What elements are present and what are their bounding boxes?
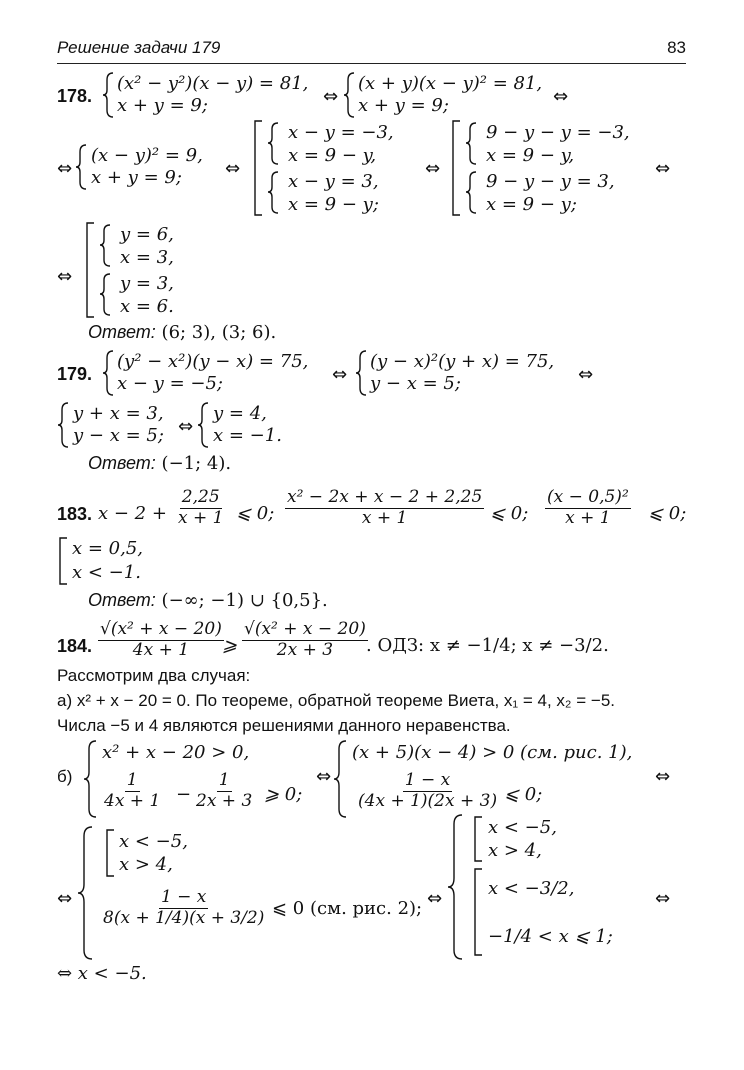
fraction bbox=[545, 488, 631, 528]
answer-value: (−1; 4). bbox=[161, 453, 232, 474]
equation-line: x > 4, bbox=[119, 854, 173, 875]
inequality-sign: ⩽ 0; bbox=[648, 503, 687, 524]
answer-value: (6; 3), (3; 6). bbox=[161, 322, 277, 343]
paragraph: а) x² + x − 20 = 0. По теореме, обратной теореме Виета, x₁ = 4, x₂ = −5. bbox=[57, 691, 615, 710]
paragraph: Числа −5 и 4 являются решениями данного неравенства. bbox=[57, 716, 511, 735]
equation-line: x + y = 9; bbox=[91, 167, 182, 188]
equation-line: 9 − y − y = −3, bbox=[486, 122, 630, 143]
denominator: 2x + 3 bbox=[196, 790, 253, 811]
answer-label: Ответ: bbox=[88, 453, 156, 473]
equation-line: x = 0,5, bbox=[72, 538, 144, 559]
system-brace bbox=[58, 402, 70, 448]
equation-line: x − y = −3, bbox=[288, 122, 394, 143]
header-rule bbox=[57, 63, 686, 64]
answer-label: Ответ: bbox=[88, 322, 156, 342]
equation-line: x = 9 − y, bbox=[486, 145, 575, 166]
equation-line: x = −1. bbox=[213, 425, 282, 446]
equivalence-arrow: ⇔ bbox=[57, 888, 73, 909]
fraction bbox=[176, 488, 225, 528]
inequality-sign: ⩽ 0; bbox=[504, 784, 543, 805]
problem-number: 183. bbox=[57, 504, 93, 524]
equation-line: x + y = 9; bbox=[358, 95, 449, 116]
numerator: (x − 0,5)² bbox=[547, 487, 629, 507]
numerator: √(x² + x − 20) bbox=[244, 619, 366, 639]
answer bbox=[88, 323, 276, 342]
problem-number: 179. bbox=[57, 364, 93, 384]
set-bracket bbox=[474, 868, 484, 956]
inequality-sign: ⩽ 0 (см. рис. 2); bbox=[272, 898, 423, 919]
set-bracket bbox=[474, 816, 484, 862]
fraction bbox=[242, 620, 368, 660]
system-brace bbox=[198, 402, 210, 448]
denominator: x + 1 bbox=[178, 507, 224, 528]
fraction bbox=[102, 771, 162, 811]
equation-line: x > 4, bbox=[488, 840, 542, 861]
equation-line: y = 3, bbox=[120, 273, 174, 294]
numerator: 1 bbox=[218, 770, 230, 790]
equivalence-arrow: ⇔ bbox=[57, 266, 73, 287]
numerator: 1 − x bbox=[160, 887, 207, 907]
equivalence-arrow: ⇔ bbox=[425, 158, 441, 179]
denominator: 4x + 1 bbox=[132, 639, 190, 660]
numerator: 1 bbox=[126, 770, 138, 790]
final-result: ⇔ x < −5. bbox=[57, 963, 147, 984]
answer bbox=[88, 591, 328, 610]
system-brace bbox=[103, 350, 115, 396]
set-bracket bbox=[59, 537, 69, 585]
system-brace bbox=[76, 144, 88, 190]
inequality-sign: ⩽ 0; bbox=[490, 503, 529, 524]
answer-label: Ответ: bbox=[88, 590, 156, 610]
running-header-title: Решение задачи 179 bbox=[57, 38, 221, 57]
equivalence-arrow: ⇔ bbox=[57, 158, 73, 179]
inequality-sign: ⩽ 0; bbox=[236, 503, 275, 524]
equation-line: (x² − y²)(x − y) = 81, bbox=[117, 73, 309, 94]
equivalence-arrow: ⇔ bbox=[655, 888, 671, 909]
equivalence-arrow: ⇔ bbox=[655, 766, 671, 787]
set-bracket bbox=[452, 120, 482, 216]
fraction bbox=[98, 620, 224, 660]
inequality-sign: ⩾ bbox=[222, 635, 238, 656]
denominator: 4x + 1 bbox=[104, 790, 161, 811]
denominator: x + 1 bbox=[565, 507, 611, 528]
equation-line: (y² − x²)(y − x) = 75, bbox=[117, 351, 309, 372]
equation-line: (y − x)²(y + x) = 75, bbox=[370, 351, 555, 372]
domain-condition: . ОДЗ: x ≠ −1/4; x ≠ −3/2. bbox=[366, 635, 609, 656]
denominator: (4x + 1)(2x + 3) bbox=[358, 790, 498, 811]
equation-line: y − x = 5; bbox=[370, 373, 461, 394]
equation-line: x < −5, bbox=[488, 817, 557, 838]
system-brace bbox=[344, 72, 356, 118]
numerator: √(x² + x − 20) bbox=[100, 619, 222, 639]
minus-sign: − bbox=[176, 784, 192, 805]
equation-line: (x − y)² = 9, bbox=[91, 145, 203, 166]
equation-line: y − x = 5; bbox=[73, 425, 164, 446]
equivalence-arrow: ⇔ bbox=[323, 86, 339, 107]
equation-line: y = 6, bbox=[120, 224, 174, 245]
equivalence-arrow: ⇔ bbox=[316, 766, 332, 787]
equation-line: y + x = 3, bbox=[73, 403, 164, 424]
equation-line: x − y = 3, bbox=[288, 171, 379, 192]
fraction bbox=[285, 488, 484, 528]
system-brace bbox=[103, 72, 115, 118]
equation-line: 9 − y − y = 3, bbox=[486, 171, 615, 192]
problem-number: 178. bbox=[57, 86, 93, 106]
fraction bbox=[194, 771, 254, 811]
equation-line: x < −1. bbox=[72, 562, 141, 583]
paragraph: Рассмотрим два случая: bbox=[57, 666, 251, 685]
system-brace bbox=[356, 350, 368, 396]
equation-line: x < −3/2, bbox=[488, 878, 575, 899]
equation-line: x − y = −5; bbox=[117, 373, 223, 394]
fraction bbox=[356, 771, 499, 811]
equivalence-arrow: ⇔ bbox=[225, 158, 241, 179]
equivalence-arrow: ⇔ bbox=[655, 158, 671, 179]
answer-value: (−∞; −1) ∪ {0,5}. bbox=[161, 590, 328, 611]
system-brace bbox=[334, 740, 348, 818]
equation-line: x² + x − 20 > 0, bbox=[102, 742, 250, 763]
problem-number: 184. bbox=[57, 636, 93, 656]
equation-line: (x + y)(x − y)² = 81, bbox=[358, 73, 543, 94]
numerator: x² − 2x + x − 2 + 2,25 bbox=[287, 487, 483, 507]
fraction bbox=[101, 888, 266, 928]
equivalence-arrow: ⇔ bbox=[578, 364, 594, 385]
inequality-sign: ⩾ 0; bbox=[264, 784, 303, 805]
equivalence-arrow: ⇔ bbox=[178, 416, 194, 437]
equation-line: x = 3, bbox=[120, 247, 174, 268]
equation-line: x + y = 9; bbox=[117, 95, 208, 116]
set-bracket bbox=[254, 120, 284, 216]
set-bracket bbox=[106, 829, 116, 877]
system-brace bbox=[448, 814, 464, 960]
equivalence-arrow: ⇔ bbox=[332, 364, 348, 385]
equivalence-arrow: ⇔ bbox=[427, 888, 443, 909]
denominator: 2x + 3 bbox=[276, 639, 334, 660]
numerator: 1 − x bbox=[404, 770, 451, 790]
system-brace bbox=[78, 826, 94, 960]
equation-line: −1/4 < x ⩽ 1; bbox=[488, 926, 613, 947]
equation-line: x = 9 − y; bbox=[486, 194, 577, 215]
equation-line: x = 6. bbox=[120, 296, 174, 317]
expression: x − 2 + bbox=[98, 503, 167, 524]
equation-line: x = 9 − y; bbox=[288, 194, 379, 215]
page-number: 83 bbox=[667, 38, 686, 57]
equation-line: y = 4, bbox=[213, 403, 267, 424]
equivalence-arrow: ⇔ bbox=[553, 86, 569, 107]
equation-line: (x + 5)(x − 4) > 0 (см. рис. 1), bbox=[352, 742, 633, 763]
denominator: 8(x + 1/4)(x + 3/2) bbox=[103, 907, 265, 928]
equation-line: x = 9 − y, bbox=[288, 145, 377, 166]
case-label: б) bbox=[57, 767, 73, 786]
system-brace bbox=[84, 740, 98, 818]
answer bbox=[88, 454, 231, 473]
numerator: 2,25 bbox=[181, 487, 220, 507]
equation-line: x < −5, bbox=[119, 831, 188, 852]
set-bracket bbox=[86, 222, 116, 318]
denominator: x + 1 bbox=[361, 507, 408, 528]
